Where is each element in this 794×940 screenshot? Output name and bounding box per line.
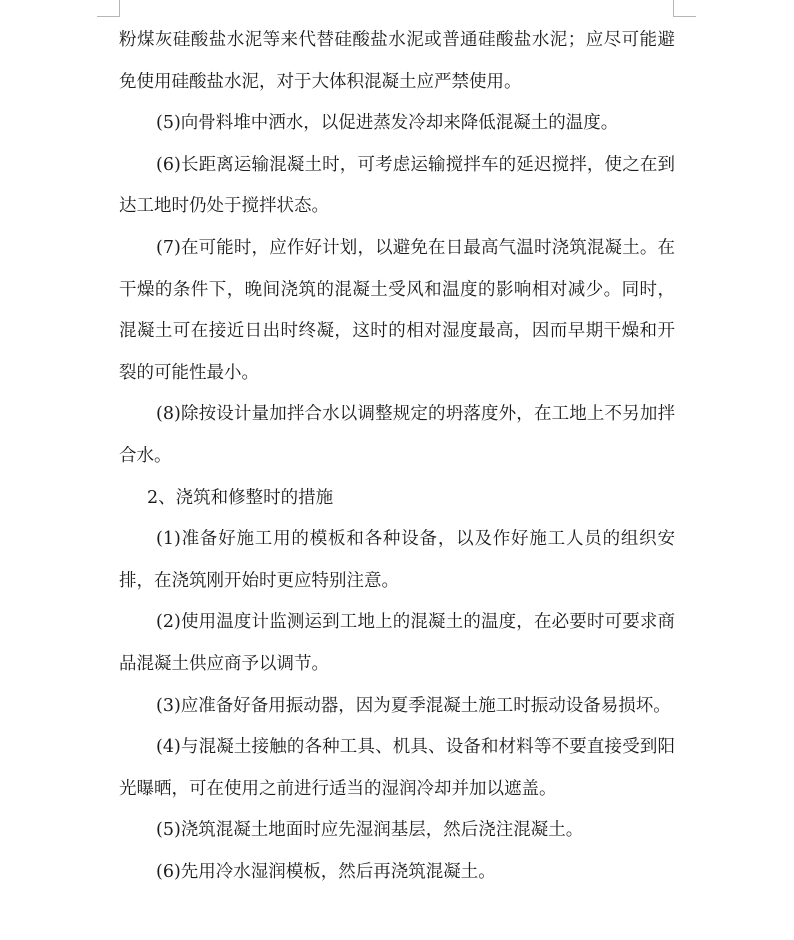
paragraph-item-7-planning: (7)在可能时，应作好计划，以避免在日最高气温时浇筑混凝土。在干燥的条件下，晚间浇筑的混凝土受风和温度的影响相对减少。同时，混凝土可在接近日出时终凝，这时的相对湿度最高，因而早期干燥和开裂的可能性最小。 — [119, 237, 675, 383]
paragraph-item-6-delayed-mixing: (6)长距离运输混凝土时，可考虑运输搅拌车的延迟搅拌，使之在到达工地时仍处于搅拌状态。 — [119, 154, 675, 217]
paragraph-item-6-formwork: (6)先用冷水湿润模板，然后再浇筑混凝土。 — [156, 861, 496, 882]
paragraph-item-8-mixing-water: (8)除按设计量加拌合水以调整规定的坍落度外，在工地上不另加拌合水。 — [119, 404, 675, 466]
paragraph-item-3-vibrator: (3)应准备好备用振动器，因为夏季混凝土施工时振动设备易损坏。 — [156, 695, 671, 716]
paragraph-item-5-base-wetting: (5)浇筑混凝土地面时应先湿润基层，然后浇注混凝土。 — [156, 820, 584, 841]
paragraph-item-2-thermometer: (2)使用温度计监测运到工地上的混凝土的温度，在必要时可要求商品混凝土供应商予以调节。 — [119, 612, 675, 674]
paragraph-cement-selection: 粉煤灰硅酸盐水泥等来代替硅酸盐水泥或普通硅酸盐水泥；应尽可能避免使用硅酸盐水泥，对于大体积混凝土应严禁使用。 — [119, 30, 675, 92]
section-heading-pouring-measures: 2、浇筑和修整时的措施 — [147, 487, 334, 508]
paragraph-item-4-tools: (4)与混凝土接触的各种工具、机具、设备和材料等不要直接受到阳光曝晒，可在使用之前进行适当的湿润冷却并加以遮盖。 — [119, 737, 675, 799]
margin-corner-mark-right — [673, 0, 696, 17]
document-body — [119, 20, 675, 893]
paragraph-item-5-water-aggregate: (5)向骨料堆中洒水，以促进蒸发冷却来降低混凝土的温度。 — [156, 113, 619, 134]
margin-corner-mark-left — [97, 0, 120, 17]
paragraph-item-1-preparation: (1)准备好施工用的模板和各种设备，以及作好施工人员的组织安排，在浇筑刚开始时更应特别注意。 — [119, 529, 675, 591]
